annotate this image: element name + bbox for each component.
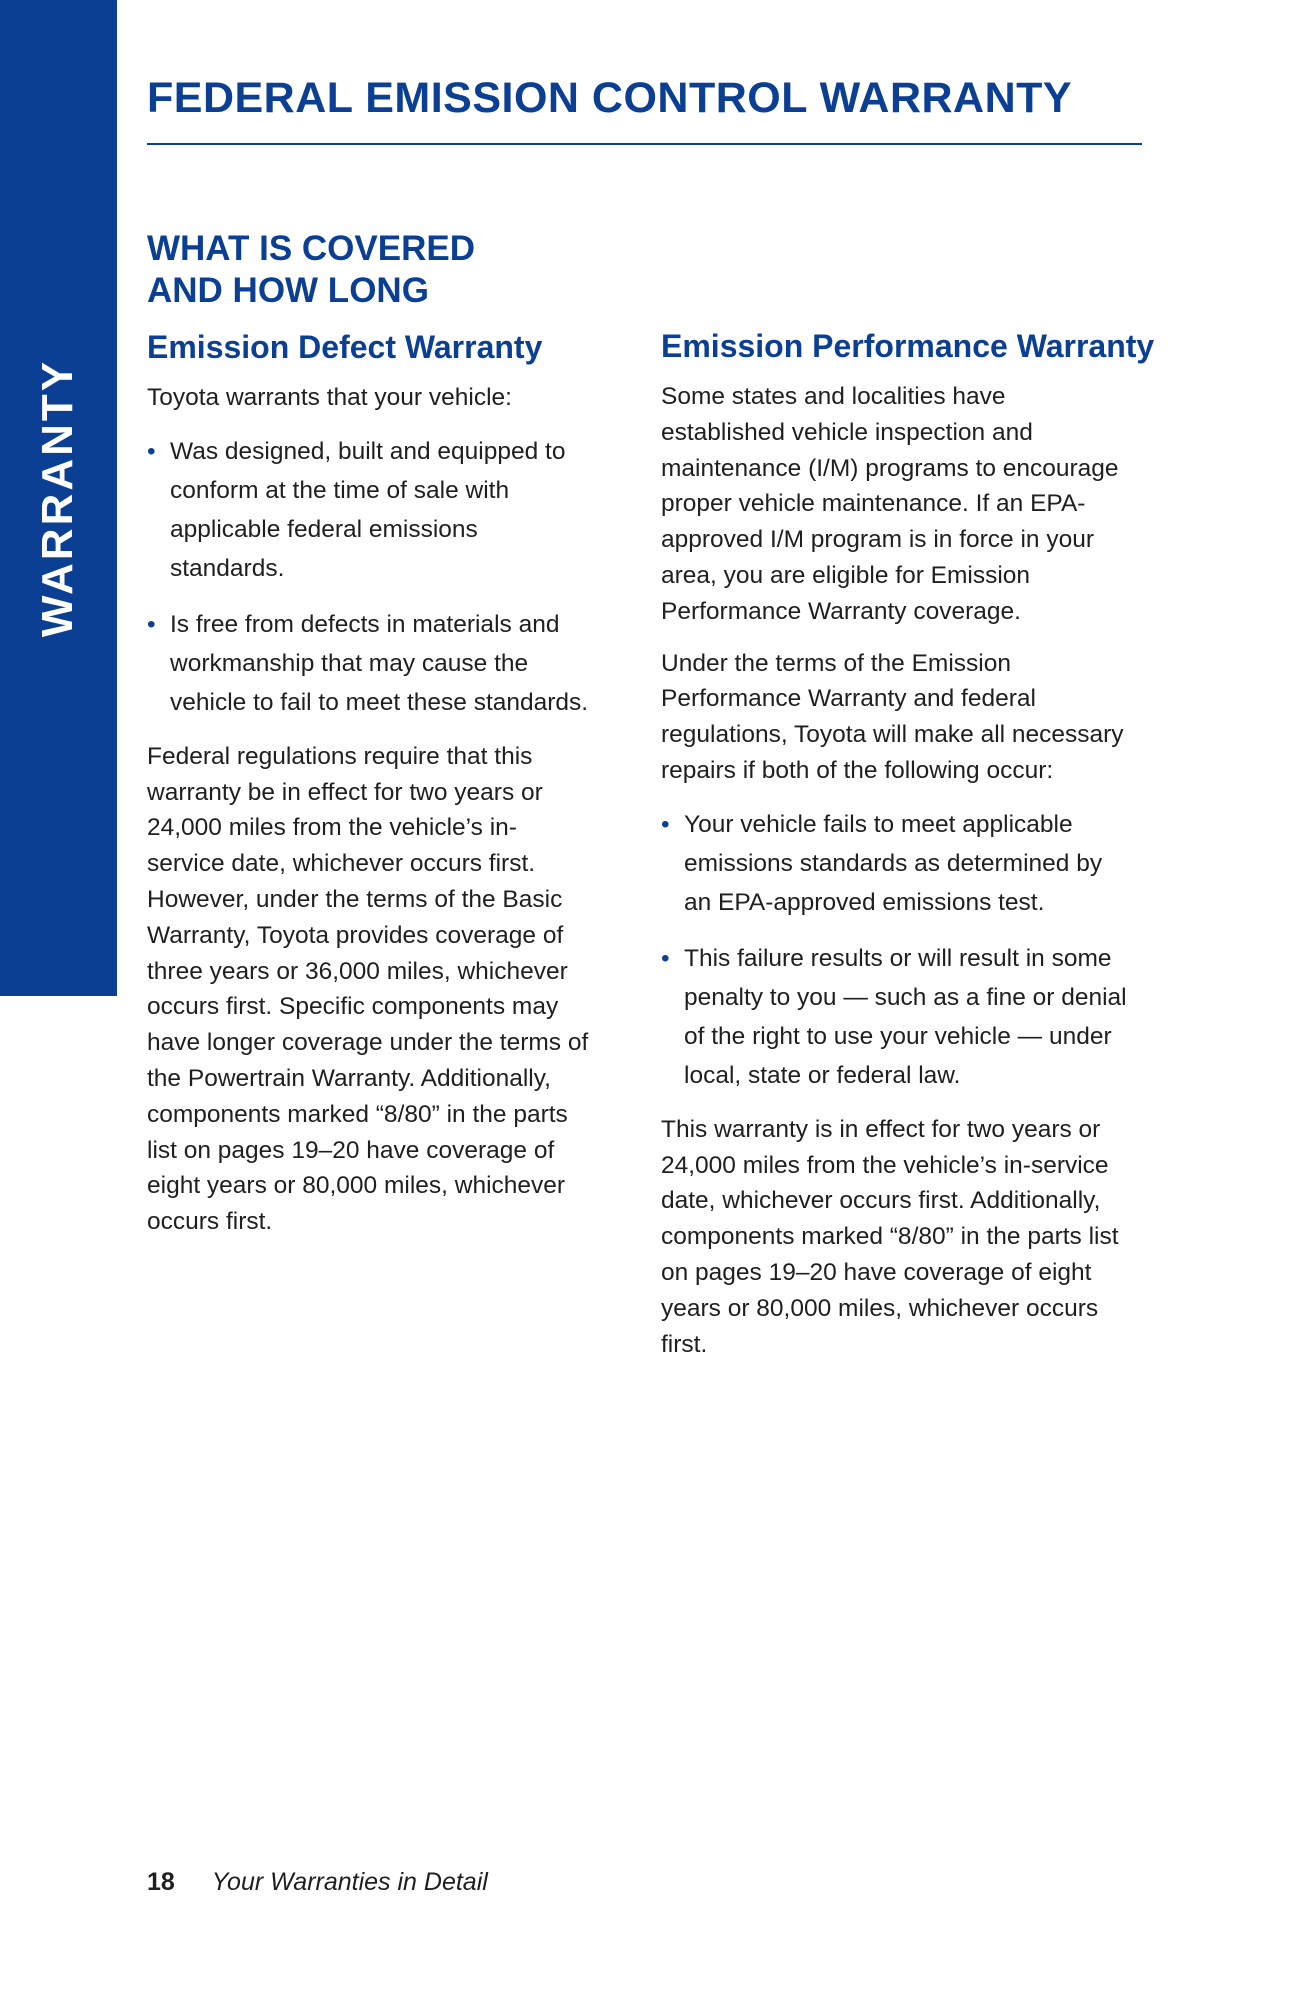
right-paragraph-3: This warranty is in effect for two years or 24,000 miles from the vehicle’s in-service date, whichever occurs first. Additionally, components marked “8/80” in the parts list on pages 19–20 have coverage of eight years or 80,000 miles, whichever occurs first. (661, 1115, 1119, 1358)
list-item: • Is free from defects in materials and workmanship that may cause the vehicle to fail to meet these standards. (147, 605, 592, 722)
section-heading-line-2: AND HOW LONG (147, 271, 429, 310)
side-tab-label: WARRANTY (33, 358, 82, 638)
section-heading (147, 228, 567, 312)
left-column (147, 326, 592, 1256)
emission-performance-warranty-heading: Emission Performance Warranty (661, 328, 1155, 364)
left-body-paragraph: Federal regulations require that this warranty be in effect for two years or 24,000 miles from the vehicle’s in-service date, whichever occurs first. However, under the terms of the Basic Warranty, Toyota provides coverage of three years or 36,000 miles, whichever occurs first. Specific components may have longer coverage under the terms of the Powertrain Warranty. Additionally, components marked “8/80” in the parts list on pages 19–20 have coverage of eight years or 80,000 miles, whichever occurs first. (147, 742, 589, 1236)
document-title: Your Warranties in Detail (211, 1868, 488, 1896)
title-divider (147, 143, 1142, 145)
right-column (661, 325, 1155, 1378)
page-number: 18 (147, 1868, 175, 1896)
list-item: • Was designed, built and equipped to conform at the time of sale with applicable federal emissions standards. (147, 432, 592, 588)
right-paragraph-2: Under the terms of the Emission Performance Warranty and federal regulations, Toyota will make all necessary repairs if both of the following occur: (661, 649, 1124, 784)
left-intro: Toyota warrants that your vehicle: (147, 384, 512, 411)
page-title: FEDERAL EMISSION CONTROL WARRANTY (147, 74, 1073, 122)
list-item: • This failure results or will result in some penalty to you — such as a fine or denial of the right to use your vehicle — under local, state or federal law. (661, 939, 1131, 1095)
right-bullet-list (661, 805, 1131, 1095)
list-item: • Your vehicle fails to meet applicable emissions standards as determined by an EPA-approved emissions test. (661, 805, 1131, 922)
right-paragraph-1: Some states and localities have established vehicle inspection and maintenance (I/M) programs to encourage proper vehicle maintenance. If an EPA-approved I/M program is in force in your area, you are eligible for Emission Performance Warranty coverage. (661, 383, 1119, 625)
left-bullet-list (147, 432, 592, 722)
section-heading-line-1: WHAT IS COVERED (147, 229, 475, 268)
emission-defect-warranty-heading: Emission Defect Warranty (147, 329, 543, 365)
page-footer (147, 1868, 488, 1897)
side-tab (0, 0, 117, 996)
